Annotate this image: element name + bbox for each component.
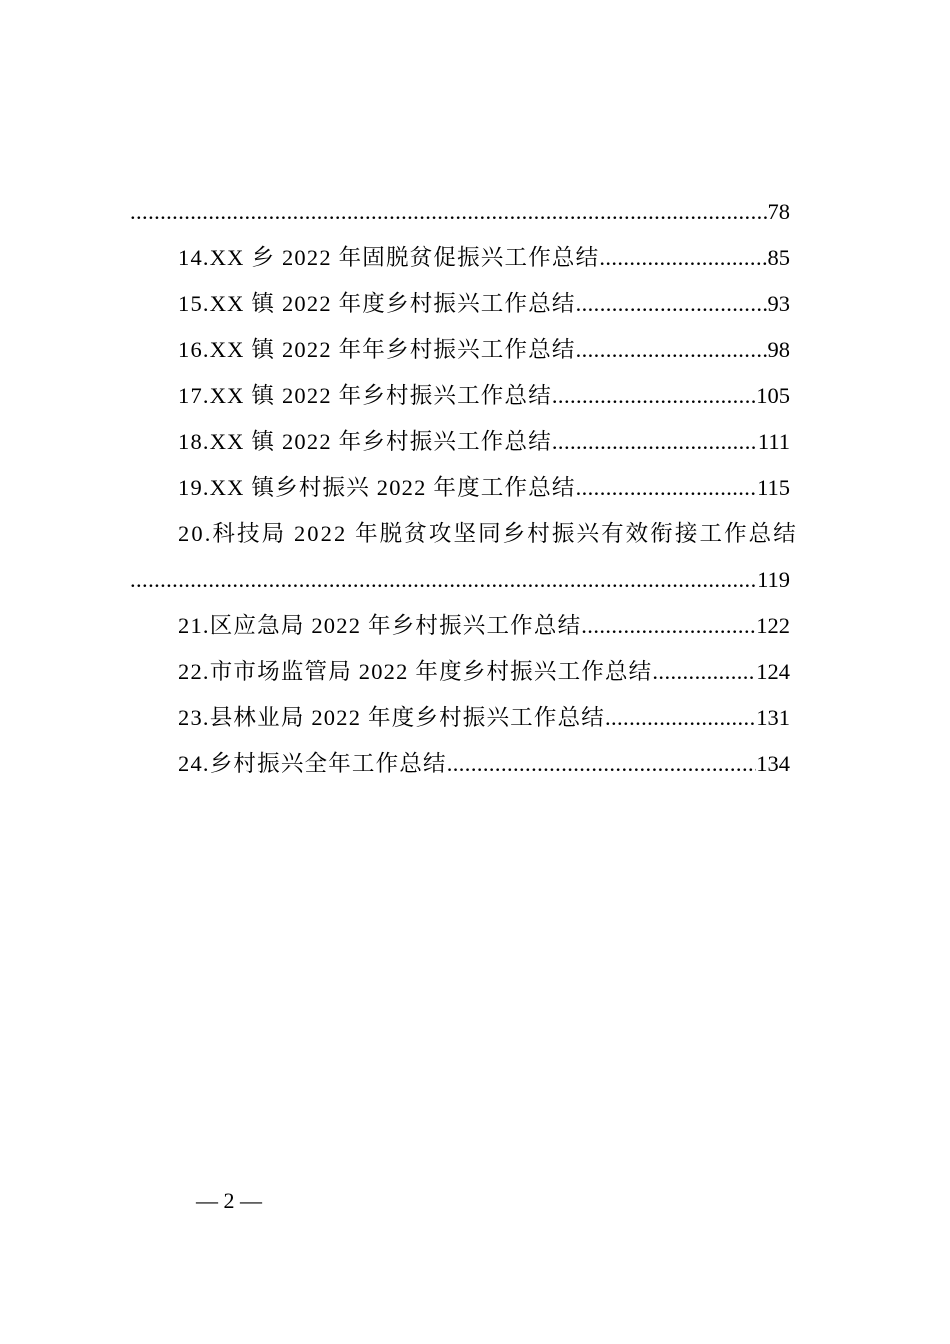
toc-leader-dots bbox=[552, 427, 758, 457]
toc-leader-dots bbox=[130, 565, 757, 595]
toc-entry-title: 17.XX 镇 2022 年乡村振兴工作总结 bbox=[178, 383, 552, 408]
toc-page-number: 93 bbox=[767, 291, 790, 316]
toc-entry-title: 19.XX 镇乡村振兴 2022 年度工作总结 bbox=[178, 475, 576, 500]
toc-leader-dots bbox=[599, 243, 767, 273]
toc-page-number: 131 bbox=[756, 705, 790, 730]
toc-entry-20-continuation-line[interactable] bbox=[130, 565, 790, 595]
toc-entry-title: 23.县林业局 2022 年度乡村振兴工作总结 bbox=[178, 705, 605, 730]
toc-leader-dots bbox=[581, 611, 756, 641]
toc-leader-dots bbox=[652, 657, 756, 687]
toc-continuation-line bbox=[130, 197, 790, 227]
toc-leader-dots bbox=[552, 381, 756, 411]
toc-entry[interactable] bbox=[178, 657, 790, 687]
toc-entry[interactable] bbox=[178, 243, 790, 273]
toc-leader-dots bbox=[576, 335, 768, 365]
page-number-footer: — 2 — bbox=[196, 1188, 262, 1213]
toc-page-number: 111 bbox=[757, 429, 790, 454]
toc-entry-title: 22.市市场监管局 2022 年度乡村振兴工作总结 bbox=[178, 659, 653, 684]
toc-page-number: 124 bbox=[756, 659, 790, 684]
toc-entry-title: 14.XX 乡 2022 年固脱贫促振兴工作总结 bbox=[178, 245, 600, 270]
toc-entry[interactable] bbox=[178, 473, 790, 503]
toc-page-number: 122 bbox=[756, 613, 790, 638]
toc-entry[interactable] bbox=[178, 427, 790, 457]
toc-entry-title: 21.区应急局 2022 年乡村振兴工作总结 bbox=[178, 613, 582, 638]
toc-entry[interactable] bbox=[178, 703, 790, 733]
toc-entry-title: 16.XX 镇 2022 年年乡村振兴工作总结 bbox=[178, 337, 576, 362]
toc-entry[interactable] bbox=[178, 611, 790, 641]
toc-entry-title: 20.科技局 2022 年脱贫攻坚同乡村振兴有效衔接工作总结 bbox=[178, 521, 798, 546]
toc-page-number: 134 bbox=[756, 751, 790, 776]
toc-entry[interactable] bbox=[178, 381, 790, 411]
toc-entry[interactable] bbox=[178, 335, 790, 365]
toc-leader-dots bbox=[130, 197, 768, 227]
toc-page-number: 115 bbox=[757, 475, 790, 500]
toc-leader-dots bbox=[576, 473, 757, 503]
toc-page-number: 98 bbox=[767, 337, 790, 362]
toc-entry[interactable] bbox=[178, 749, 790, 779]
toc-page-number: 85 bbox=[767, 245, 790, 270]
toc-entry[interactable] bbox=[178, 289, 790, 319]
toc-leader-dots bbox=[605, 703, 756, 733]
toc-entry-20-title-line[interactable] bbox=[178, 519, 838, 549]
toc-page-number: 105 bbox=[756, 383, 790, 408]
toc-leader-dots bbox=[447, 749, 757, 779]
toc-page-number: 78 bbox=[767, 199, 790, 224]
toc-entry-title: 24.乡村振兴全年工作总结 bbox=[178, 751, 447, 776]
toc-page-number: 119 bbox=[757, 567, 790, 592]
toc-entry-title: 15.XX 镇 2022 年度乡村振兴工作总结 bbox=[178, 291, 576, 316]
toc-leader-dots bbox=[576, 289, 768, 319]
toc-entry-title: 18.XX 镇 2022 年乡村振兴工作总结 bbox=[178, 429, 552, 454]
